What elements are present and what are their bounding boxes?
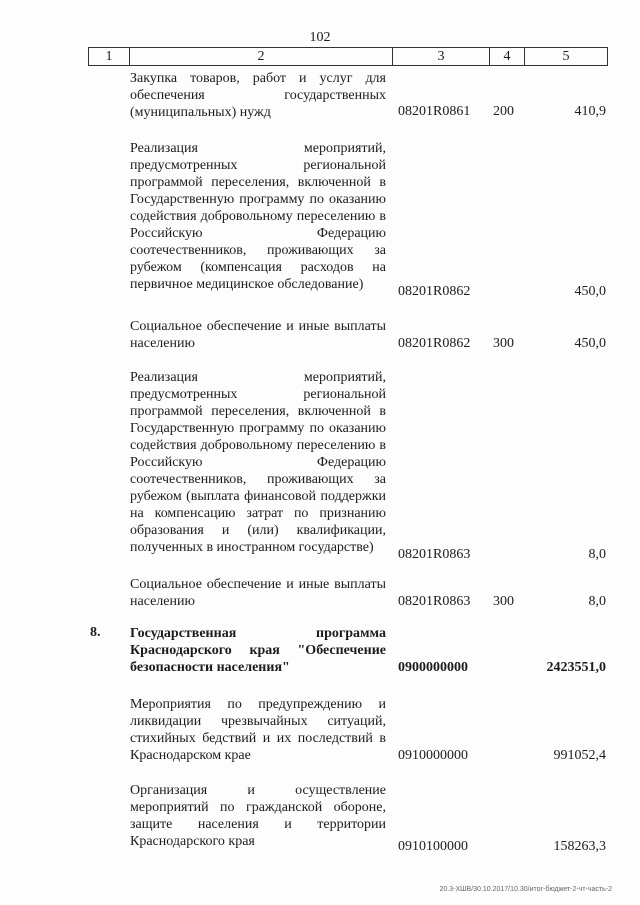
row-code: 08201R0863 (398, 547, 471, 562)
row-amount: 450,0 (574, 284, 606, 299)
row-code: 0900000000 (398, 660, 468, 675)
column-header-1: 1 (89, 48, 130, 66)
column-header-row (88, 47, 608, 66)
row-description: Реализация мероприятий, предусмотренных региональной программой переселения, включенной в Государственную программу по оказанию содействия добровольному переселению в Российскую Федерацию соотечественников, проживающих за рубежом (компенсация расходов на первичное медицинское обследование) (130, 141, 386, 292)
row-amount: 450,0 (574, 336, 606, 351)
row-code: 08201R0862 (398, 284, 471, 299)
footer-file-reference: 20.3-ХШВ/30.10.2017/10.30/итог-бюджет-2-чт-часть-2 (439, 886, 612, 893)
row-description: Мероприятия по предупреждению и ликвидации чрезвычайных ситуаций, стихийных бедствий и их последствий в Краснодарском крае (130, 697, 386, 763)
row-amount: 8,0 (588, 547, 606, 562)
column-header-2: 2 (130, 48, 393, 66)
row-code: 08201R0861 (398, 104, 471, 119)
row-amount: 410,9 (574, 104, 606, 119)
column-header-4: 4 (490, 48, 525, 66)
row-kind: 300 (493, 594, 514, 609)
row-amount: 991052,4 (553, 748, 606, 763)
row-code: 0910100000 (398, 839, 468, 854)
row-amount: 2423551,0 (546, 660, 606, 675)
column-header-3: 3 (393, 48, 490, 66)
row-amount: 158263,3 (553, 839, 606, 854)
row-description: Закупка товаров, работ и услуг для обеспечения государственных (муниципальных) нужд (130, 71, 386, 120)
row-amount: 8,0 (588, 594, 606, 609)
row-description: Социальное обеспечение и иные выплаты населению (130, 319, 386, 351)
column-header-5: 5 (525, 48, 608, 66)
section-number: 8. (90, 625, 101, 640)
row-description: Организация и осуществление мероприятий по гражданской обороне, защите населения и территории Краснодарского края (130, 783, 386, 849)
row-code: 08201R0863 (398, 594, 471, 609)
row-description: Социальное обеспечение и иные выплаты населению (130, 577, 386, 609)
row-code: 0910000000 (398, 748, 468, 763)
row-kind: 200 (493, 104, 514, 119)
row-description: Государственная программа Краснодарского края "Обеспечение безопасности населения" (130, 626, 386, 675)
row-description: Реализация мероприятий, предусмотренных региональной программой переселения, включенной в Государственную программу по оказанию содействия добровольному переселению в Российскую Федерацию соотечественников, проживающих за рубежом (выплата финансовой поддержки на компенсацию затрат по признанию образования и (или) квалификации, полученных в иностранном государстве) (130, 370, 386, 555)
page-number: 102 (309, 30, 331, 45)
row-kind: 300 (493, 336, 514, 351)
row-code: 08201R0862 (398, 336, 471, 351)
